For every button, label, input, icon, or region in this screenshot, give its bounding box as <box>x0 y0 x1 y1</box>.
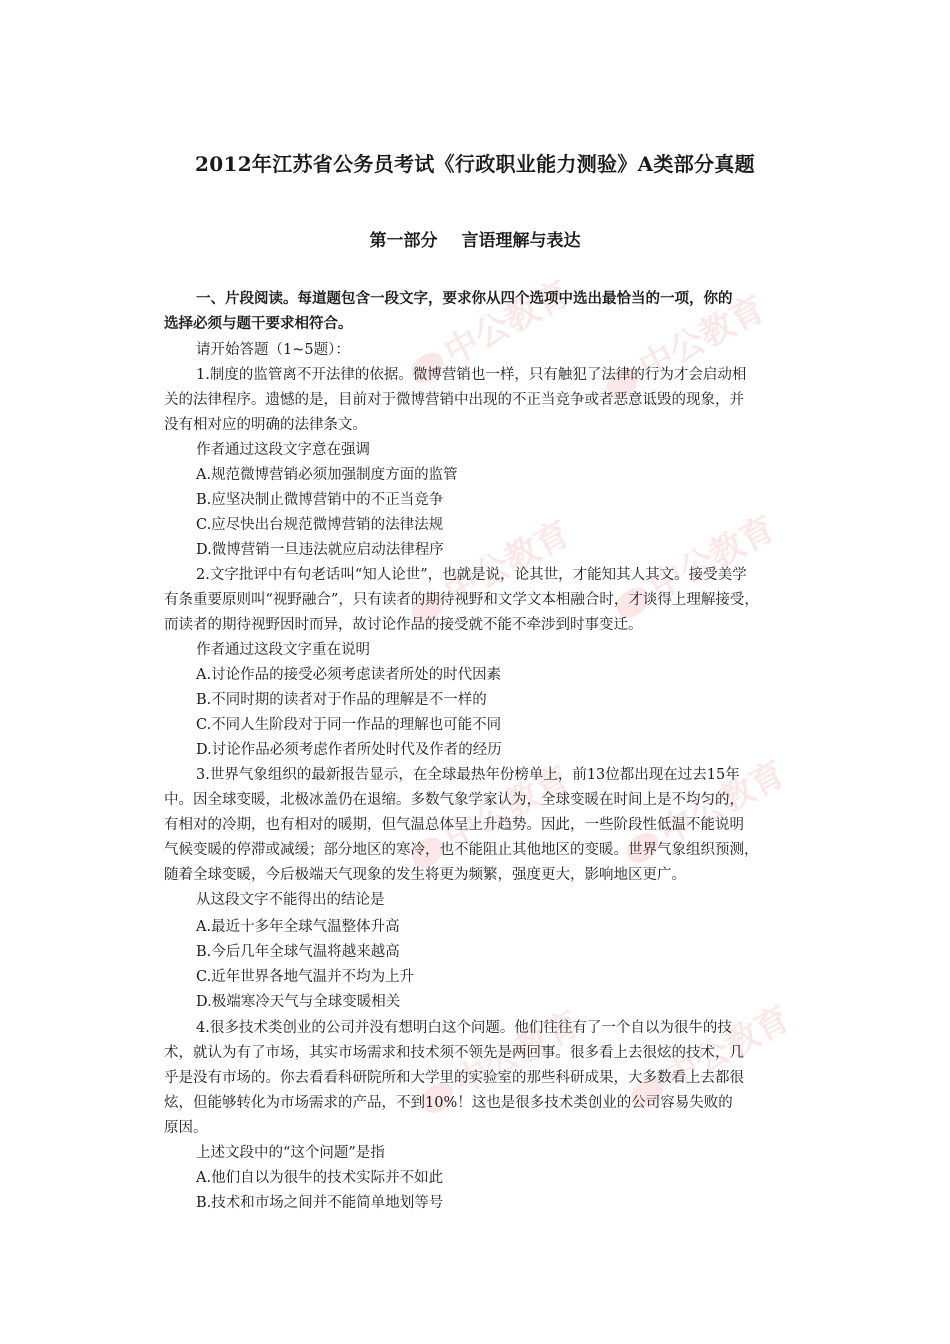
question-passage: 原因。 <box>164 1120 208 1136</box>
option-b: B.应坚决制止微博营销中的不正当竞争 <box>196 492 444 508</box>
question-passage: 有条重要原则叫“视野融合”，只有读者的期待视野和文学文本相融合时，才谈得上理解接受， <box>164 592 759 608</box>
question-passage: 2.文字批评中有句老话叫“知人论世”，也就是说，论其世，才能知其人其文。接受美学 <box>196 567 747 583</box>
watermark-logo: 中公教育 <box>399 267 577 393</box>
question-passage: 中。因全球变暖，北极冰盖仍在退缩。多数气象学家认为，全球变暖在时间上是不均匀的， <box>164 792 744 808</box>
question-stem: 从这段文字不能得出的结论是 <box>196 892 385 908</box>
option-d: D.极端寒冷天气与全球变暖相关 <box>196 994 401 1010</box>
option-b: B.今后几年全球气温将越来越高 <box>196 944 400 960</box>
question-passage: 乎是没有市场的。你去看看科研院所和大学里的实验室的那些科研成果，大多数看上去都很 <box>164 1070 744 1086</box>
question-passage: 关的法律程序。遗憾的是，目前对于微博营销中出现的不正当竞争或者恶意诋毁的现象，并 <box>164 392 744 408</box>
watermark-logo: 中公教育 <box>409 997 587 1123</box>
option-a: A.最近十多年全球气温整体升高 <box>196 919 400 935</box>
question-passage: 炫，但能够转化为市场需求的产品，不到10%！这也是很多技术类创业的公司容易失败的 <box>164 1095 733 1111</box>
part-label: 第一部分 <box>369 231 438 251</box>
option-c: C.应尽快出台规范微博营销的法律法规 <box>196 517 444 533</box>
option-c: C.不同人生阶段对于同一作品的理解也可能不同 <box>196 717 502 733</box>
question-passage: 3.世界气象组织的最新报告显示，在全球最热年份榜单上，前13位都出现在过去15年 <box>196 767 740 783</box>
option-d: D.讨论作品必须考虑作者所处时代及作者的经历 <box>196 742 502 758</box>
watermark-logo: 中公教育 <box>594 282 772 408</box>
document-title: 2012年江苏省公务员考试《行政职业能力测验》A类部分真题 <box>195 152 755 176</box>
question-passage: 1.制度的监管离不开法律的依据。微博营销也一样，只有触犯了法律的行为才会启动相 <box>196 367 747 383</box>
question-passage: 有相对的冷期，也有相对的暖期，但气温总体呈上升趋势。因此，一些阶段性低温不能说明 <box>164 817 744 833</box>
option-a: A.规范微博营销必须加强制度方面的监管 <box>196 467 458 483</box>
question-passage: 气候变暖的停滞或减缓；部分地区的寒冷，也不能阻止其他地区的变暖。世界气象组织预测， <box>164 842 759 858</box>
option-b: B.不同时期的读者对于作品的理解是不一样的 <box>196 692 487 708</box>
watermark-logo: 中公教育 <box>614 747 792 873</box>
watermark-logo: 中公教育 <box>399 507 577 633</box>
section-intro: 一、片段阅读。每道题包含一段文字，要求你从四个选项中选出最恰当的一项，你的 <box>196 290 733 307</box>
question-passage: 术，就认为有了市场，其实市场需求和技术须不领先是两回事。很多看上去很炫的技术，几 <box>164 1045 744 1061</box>
start-instruction: 请开始答题（1~5题）： <box>196 342 350 358</box>
option-a: A.讨论作品的接受必须考虑读者所处的时代因素 <box>196 667 502 683</box>
option-d: D.微博营销一旦违法就应启动法律程序 <box>196 542 444 558</box>
watermark-logo: 中公教育 <box>399 752 577 878</box>
question-stem: 上述文段中的“这个问题”是指 <box>196 1145 385 1161</box>
question-passage: 而读者的期待视野因时而异，故讨论作品的接受就不能不牵涉到时事变迁。 <box>164 617 643 633</box>
section-intro: 选择必须与题干要求相符合。 <box>164 315 353 332</box>
question-passage: 没有相对应的明确的法律条文。 <box>164 417 367 433</box>
question-passage: 4.很多技术类创业的公司并没有想明白这个问题。他们往往有了一个自以为很牛的技 <box>196 1020 732 1036</box>
part-name: 言语理解与表达 <box>461 231 581 251</box>
option-c: C.近年世界各地气温并不均为上升 <box>196 969 415 985</box>
question-stem: 作者通过这段文字意在强调 <box>196 442 370 458</box>
option-a: A.他们自以为很牛的技术实际并不如此 <box>196 1170 444 1186</box>
option-b: B.技术和市场之间并不能简单地划等号 <box>196 1195 444 1211</box>
question-passage: 随着全球变暖，今后极端天气现象的发生将更为频繁，强度更大，影响地区更广。 <box>164 867 686 883</box>
part-heading <box>0 226 950 251</box>
watermark-logo: 中公教育 <box>619 992 797 1118</box>
question-stem: 作者通过这段文字重在说明 <box>196 642 370 658</box>
watermark-logo: 中公教育 <box>604 502 782 628</box>
